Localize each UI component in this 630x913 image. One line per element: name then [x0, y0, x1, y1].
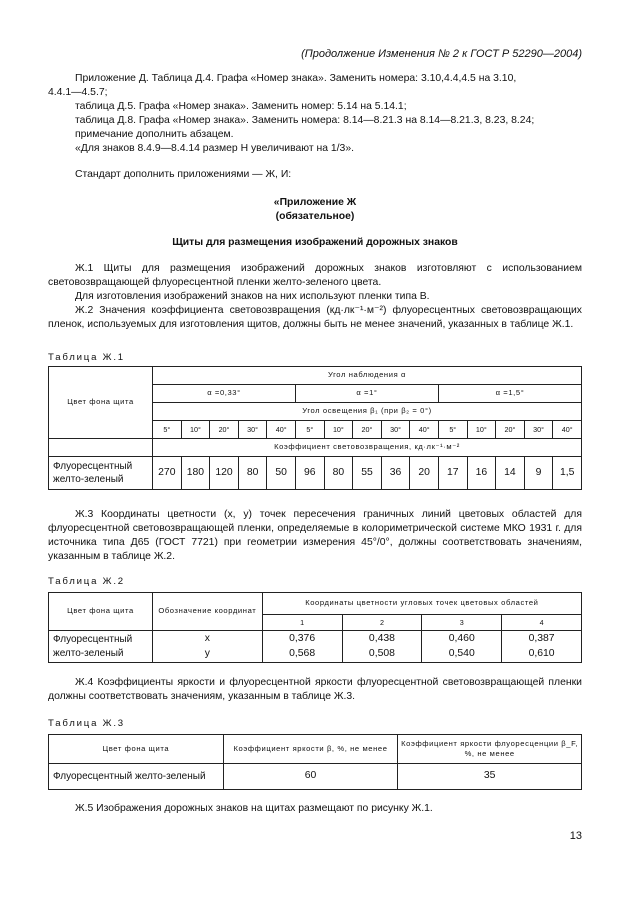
appendix-heading: Щиты для размещения изображений дорожных знаков [172, 237, 458, 248]
paragraph-zh4: Ж.4 Коэффициенты яркости и флуоресцентной яркости флуоресцентной световозвращающей пленки должны соответствовать значениям, указанным в таблице Ж.3. [48, 677, 582, 703]
table1-beta: 20° [210, 421, 239, 439]
intro-line-5: «Для знаков 8.4.9—8.4.14 размер Н увеличивают на 1/3». [75, 143, 355, 155]
intro-line-4: примечание дополнить абзацем. [75, 129, 234, 141]
table1-beta: 5° [295, 421, 324, 439]
table1-coef: Коэффициент световозвращения, кд·лк⁻¹·м⁻² [153, 439, 582, 457]
table2-y-value: 0,610 [528, 647, 555, 659]
intro-line-1: Приложение Д. Таблица Д.4. Графа «Номер знака». Заменить номера: 3.10,4.4,4.5 на 3.10, [75, 73, 517, 84]
table2-y-value: 0,568 [289, 647, 316, 659]
table2-x-value: 0,460 [448, 633, 475, 645]
table2-coord-cell [152, 631, 262, 663]
table1-beta: 40° [267, 421, 296, 439]
table1-value: 180 [181, 457, 210, 490]
paragraph-zh1b: Для изготовления изображений знаков на них используют пленки типа В. [75, 291, 430, 303]
table2-point: 1 [262, 615, 342, 631]
table2-point-2-cell [342, 631, 422, 663]
table1-value: 20 [410, 457, 439, 490]
table2-col-coord: Обозначение координат [152, 593, 262, 631]
table1-beta: 10° [324, 421, 353, 439]
table1-beta: 20° [496, 421, 525, 439]
table2-row-label: Флуоресцентный желто-зеленый [49, 631, 153, 663]
table1-value: 96 [295, 457, 324, 490]
table1-value: 16 [467, 457, 496, 490]
table2-col-group: Координаты цветности угловых точек цветовых областей [262, 593, 581, 615]
intro-line-2: таблица Д.5. Графа «Номер знака». Заменить номер: 5.14 на 5.14.1; [75, 101, 407, 113]
table2-point-1-cell [262, 631, 342, 663]
table1-beta: 10° [181, 421, 210, 439]
table1-obs-angle: Угол наблюдения α [153, 367, 582, 385]
table2-point-4-cell [502, 631, 582, 663]
page-number: 13 [569, 830, 582, 842]
appendix-title: «Приложение Ж [273, 197, 357, 208]
paragraph-zh4-block [48, 676, 582, 704]
table-zh3 [48, 734, 582, 790]
table1-beta: 10° [467, 421, 496, 439]
table1-value: 14 [496, 457, 525, 490]
table1-beta: 5° [153, 421, 182, 439]
table3-col-lum: Коэффициент яркости β, %, не менее [223, 735, 398, 764]
intro-line-1-cont: 4.4.1—4.5.7; [48, 87, 108, 99]
table2-x-value: 0,376 [289, 633, 316, 645]
table2-y-value: 0,508 [368, 647, 395, 659]
table2-caption: Таблица Ж.2 [48, 576, 125, 587]
table1-value: 36 [381, 457, 410, 490]
appendix-subtitle: (обязательное) [275, 211, 355, 222]
paragraph-zh1: Ж.1 Щиты для размещения изображений дорожных знаков изготовляют с использованием световозвращающей флуоресцентной пленки желто-зеленого цвета. [48, 263, 582, 289]
table-row [49, 764, 582, 790]
table-row [49, 631, 582, 663]
table2-point-3-cell [422, 631, 502, 663]
table-zh1 [48, 366, 582, 490]
table2-x-value: 0,438 [368, 633, 395, 645]
table2-point: 4 [502, 615, 582, 631]
table3-fluor-value: 35 [398, 764, 582, 790]
table-row [49, 457, 582, 490]
table1-row-label: Флуоресцентный желто-зеленый [49, 457, 153, 490]
table1-value: 80 [238, 457, 267, 490]
intro-block [48, 72, 582, 156]
table1-beta: 40° [410, 421, 439, 439]
table1-caption: Таблица Ж.1 [48, 352, 125, 363]
table2-col-bg: Цвет фона щита [49, 593, 153, 631]
table1-alpha-1: α =0,33° [153, 385, 296, 403]
running-header: (Продолжение Изменения № 2 к ГОСТ Р 52290—2004) [301, 48, 582, 60]
paragraph-zh5: Ж.5 Изображения дорожных знаков на щитах размещают по рисунку Ж.1. [75, 803, 433, 814]
table1-value: 120 [210, 457, 239, 490]
table1-beta: 30° [238, 421, 267, 439]
table3-col-bg: Цвет фона щита [49, 735, 224, 764]
paragraph-zh3: Ж.3 Координаты цветности (x, y) точек пересечения граничных линий цветовых областей для флуоресцентной световозвращающей пленки, определяемые в колориметрической системе МКО 1931 г. для источника типа Д65 (ГОСТ 7721) при геометрии измерения 45°/0°, должны соответствовать значениям, указанным в таблице Ж.2. [48, 509, 582, 563]
table1-beta: 30° [381, 421, 410, 439]
paragraph-zh3-block [48, 508, 582, 564]
table2-coord-x: x [204, 633, 210, 645]
paragraphs-zh1-zh2 [48, 262, 582, 332]
table3-col-fluor: Коэффициент яркости флуоресценции β_F, %, не менее [398, 735, 582, 764]
table2-point: 3 [422, 615, 502, 631]
table1-value: 1,5 [553, 457, 582, 490]
table3-row-label: Флуоресцентный желто-зеленый [49, 764, 224, 790]
table1-value: 9 [524, 457, 553, 490]
table2-coord-y: y [204, 647, 210, 659]
table1-value: 55 [353, 457, 382, 490]
table1-alpha-2: α =1° [295, 385, 438, 403]
table2-point: 2 [342, 615, 422, 631]
table1-illum-angle: Угол освещения β₁ (при β₂ = 0°) [153, 403, 582, 421]
intro-line-6: Стандарт дополнить приложениями — Ж, И: [75, 169, 292, 180]
paragraph-zh2: Ж.2 Значения коэффициента световозвращения (кд·лк⁻¹·м⁻²) флуоресцентных световозвращающих пленок, используемых для изготовления щитов, должны быть не менее значений, указанных в таблице Ж.1. [48, 305, 582, 331]
table1-value: 50 [267, 457, 296, 490]
table2-y-value: 0,540 [448, 647, 475, 659]
table1-value: 17 [438, 457, 467, 490]
table1-value: 80 [324, 457, 353, 490]
table2-x-value: 0,387 [528, 633, 555, 645]
table-zh2 [48, 592, 582, 663]
table1-beta: 40° [553, 421, 582, 439]
table1-beta: 20° [353, 421, 382, 439]
intro-line-3: таблица Д.8. Графа «Номер знака». Заменить номера: 8.14—8.21.3 на 8.14—8.21.3, 8.23, 8.24; [75, 115, 535, 127]
table1-col-bg: Цвет фона щита [49, 367, 153, 439]
table3-caption: Таблица Ж.3 [48, 718, 125, 729]
table1-beta: 5° [438, 421, 467, 439]
table1-beta: 30° [524, 421, 553, 439]
table1-alpha-3: α =1,5° [438, 385, 581, 403]
table3-lum-value: 60 [223, 764, 398, 790]
table1-value: 270 [153, 457, 182, 490]
